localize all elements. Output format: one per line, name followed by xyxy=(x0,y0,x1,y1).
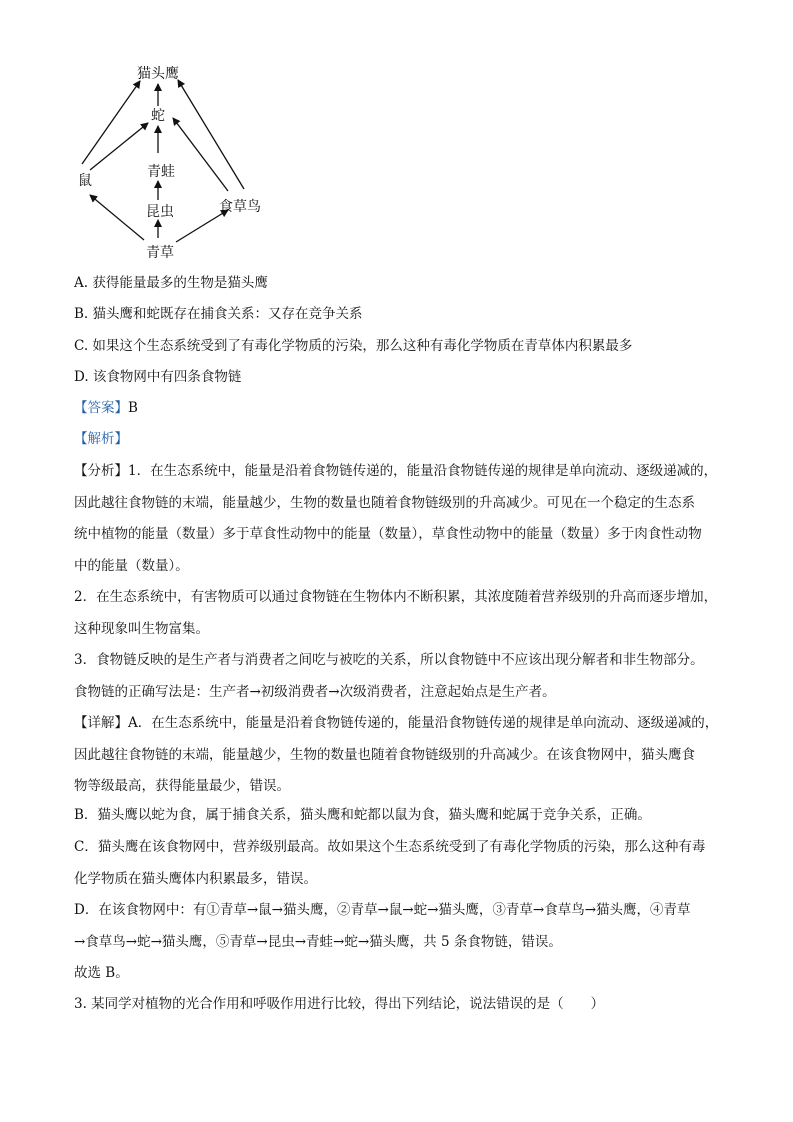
detail-a-line: 物等级最高，获得能量最少，错误。 xyxy=(74,778,290,794)
analysis-p3-line: 3．食物链反映的是生产者与消费者之间吃与被吃的关系，所以食物链中不应该出现分解者和非生物部分。 xyxy=(74,652,704,668)
analysis-p2-line: 这种现象叫生物富集。 xyxy=(74,620,209,637)
node-bird: 食草鸟 xyxy=(219,199,261,215)
answer-line xyxy=(74,393,724,425)
analysis-p1-line: 统中植物的能量（数量）多于草食性动物中的能量（数量），草食性动物中的能量（数量）多于肉食性动物 xyxy=(74,526,702,542)
arrow-mouse-snake xyxy=(90,123,148,170)
detail-d-line: →食草鸟→蛇→猫头鹰，⑤青草→昆虫→青蛙→蛇→猫头鹰，共 5 条食物链，错误。 xyxy=(74,933,562,950)
analysis-p1-line: 因此越往食物链的末端，能量越少，生物的数量也随着食物链级别的升高减少。可见在一个稳定的生态系 xyxy=(74,494,695,511)
detail-d-line: D．在该食物网中：有①青草→鼠→猫头鹰，②青草→鼠→蛇→猫头鹰，③青草→食草鸟→猫头鹰，④青草 xyxy=(74,902,691,918)
detail-a xyxy=(74,708,724,803)
analysis-p2-line: 2．在生态系统中，有害物质可以通过食物链在生物体内不断积累，其浓度随着营养级别的升高而逐步增加， xyxy=(74,589,718,605)
node-owl: 猫头鹰 xyxy=(137,66,179,82)
analysis-tag: 【解析】 xyxy=(74,431,128,447)
analysis-p1 xyxy=(74,456,724,582)
analysis-p1-text: 1．在生态系统中，能量是沿着食物链传递的，能量沿食物链传递的规律是单向流动、逐级递减的， xyxy=(128,463,718,479)
detail-b: B．猫头鹰以蛇为食，属于捕食关系，猫头鹰和蛇都以鼠为食，猫头鹰和蛇属于竞争关系，正确。 xyxy=(74,807,651,823)
option-a: A. 获得能量最多的生物是猫头鹰 xyxy=(74,275,268,291)
detail-d xyxy=(74,895,724,958)
node-frog: 青蛙 xyxy=(147,164,175,180)
analysis-p1-tag: 【分析】 xyxy=(74,463,128,479)
detail-c-line: 化学物质在猫头鹰体内积累最多，错误。 xyxy=(74,870,317,887)
arrow-bird-snake xyxy=(173,118,228,191)
option-d: D. 该食物网中有四条食物链 xyxy=(74,369,242,385)
answer-tag: 【答案】 xyxy=(74,400,128,416)
detail-a-line: 因此越往食物链的末端，能量越少，生物的数量也随着食物链级别的升高减少。在该食物网中，猫头鹰食 xyxy=(74,746,695,763)
detail-c-line: C．猫头鹰在该食物网中，营养级别最高。故如果这个生态系统受到了有毒化学物质的污染，那么这种有毒 xyxy=(74,839,706,855)
question-3: 3. 某同学对植物的光合作用和呼吸作用进行比较，得出下列结论，说法错误的是（ ） xyxy=(74,996,605,1012)
node-insect: 昆虫 xyxy=(146,204,174,220)
analysis-p1-line xyxy=(74,456,724,488)
analysis-p3 xyxy=(74,645,724,708)
food-web-diagram xyxy=(60,60,290,270)
detail-c xyxy=(74,832,724,895)
detail-tag: 【详解】 xyxy=(74,715,128,731)
answer-value: B xyxy=(128,400,138,416)
detail-a-line xyxy=(74,708,724,740)
arrow-grass-mouse xyxy=(90,195,144,240)
analysis-heading xyxy=(74,424,724,456)
detail-a-text: A．在生态系统中，能量是沿着食物链传递的，能量沿食物链传递的规律是单向流动、逐级递减的， xyxy=(128,715,719,731)
node-mouse: 鼠 xyxy=(78,173,92,189)
option-b: B. 猫头鹰和蛇既存在捕食关系：又存在竞争关系 xyxy=(74,306,363,322)
conclusion: 故选 B。 xyxy=(74,965,129,981)
analysis-p1-line: 中的能量（数量）。 xyxy=(74,557,189,574)
analysis-p2 xyxy=(74,582,724,645)
option-c: C. 如果这个生态系统受到了有毒化学物质的污染，那么这种有毒化学物质在青草体内积累最多 xyxy=(74,338,633,354)
arrow-mouse-owl xyxy=(82,81,140,164)
node-snake: 蛇 xyxy=(151,108,165,124)
node-grass: 青草 xyxy=(146,245,174,261)
arrow-bird-owl xyxy=(178,80,244,189)
analysis-p3-line: 食物链的正确写法是：生产者→初级消费者→次级消费者，注意起始点是生产者。 xyxy=(74,683,556,700)
